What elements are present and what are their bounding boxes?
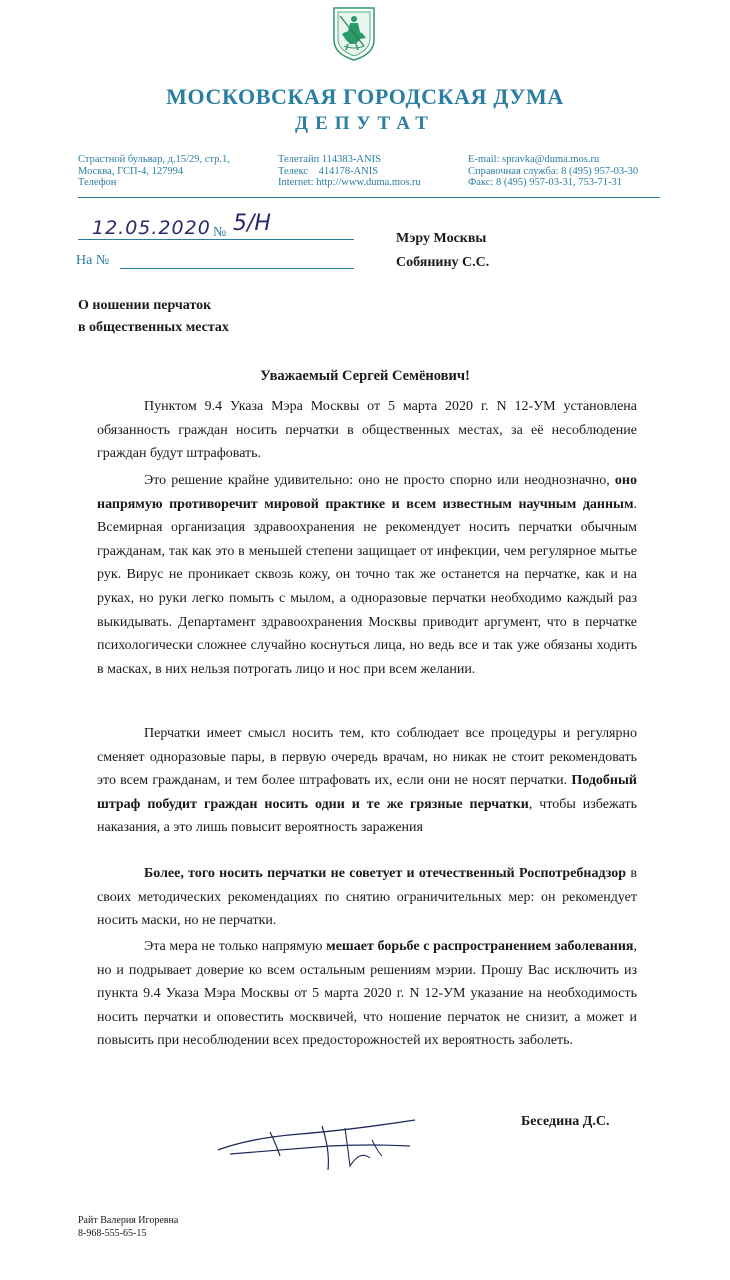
body-paragraph (97, 395, 637, 466)
emphasis-text: мешает борьбе с распространением заболевания (326, 939, 634, 954)
emphasis-text: Более, того носить перчатки не советует и отечественный Роспотребнадзор (144, 866, 627, 881)
paragraph-text: Перчатки имеет смысл носить тем, кто соблюдает все процедуры и регулярно сменяет одноразовые пары, в первую очередь врачам, но никак не стоит рекомендовать это всем гражданам, и тем более штрафовать их, если они не носят перчатки. (97, 726, 637, 789)
executor-phone: 8-968-555-65-15 (78, 1228, 147, 1239)
organization-role: ДЕПУТАТ (295, 113, 435, 134)
moscow-coat-of-arms-icon (330, 6, 378, 62)
body-paragraph (97, 862, 637, 933)
body-paragraph (97, 935, 637, 1053)
number-label: № (213, 225, 227, 240)
executor-name: Райт Валерия Игоревна (78, 1215, 179, 1226)
paragraph-text: Это решение крайне удивительно: оно не просто спорно или неоднозначно, (144, 473, 615, 488)
paragraph-text: . Всемирная организация здравоохранения не рекомендует носить перчатки обычным гражданам, так как это в меньшей степени защищает от инфекции, чем регулярное мытье рук. Вирус не проникает сквозь кожу, он точно так же останется на перчатке, как и на руках, но руки легко помыть с мылом, а одноразовые перчатки необходимо каждый раз выкидывать. Департамент здравоохранения Москвы приводит аргумент, что в перчатке психологически сложнее случайно коснуться лица, но ведь все и так уже обязаны ходить в масках, в них нельзя потрогать лицо и нос при всем желании. (97, 496, 637, 677)
paragraph-text: , чтобы избежать наказания, а это лишь повысит вероятность заражения (97, 796, 637, 836)
signatory-name: Беседина Д.С. (521, 1114, 610, 1129)
paragraph-text: Эта мера не только напрямую (144, 939, 327, 954)
executor-info (78, 1214, 178, 1240)
addressee-title: Мэру Москвы (396, 231, 487, 246)
letter-subject: О ношении перчаток в общественных местах (78, 298, 229, 335)
paragraph-text: Пунктом 9.4 Указа Мэра Москвы от 5 марта 2020 г. N 12-УМ установлена обязанность граждан носить перчатки в общественных местах, за её несоблюдение граждан будут штрафовать. (97, 399, 637, 462)
document-number: 5/Н (233, 211, 271, 236)
greeting: Уважаемый Сергей Семёнович! (260, 368, 470, 384)
reference-number-label: На № (76, 253, 110, 268)
paragraph-text: , но и подрывает доверие ко всем остальным решениям мэрии. Прошу Вас исключить из пункта 9.4 Указа Мэра Москвы от 5 марта 2020 г. N 12-УМ указание на необходимость носить перчатки и оповестить москвичей, что ношение перчаток не снизит, а может и повысить при несоблюдении всех предосторожностей их вероятность заболеть. (97, 939, 637, 1049)
organization-name: МОСКОВСКАЯ ГОРОДСКАЯ ДУМА (166, 84, 564, 109)
reference-number-line (120, 268, 354, 269)
letterhead-divider (78, 197, 660, 198)
body-paragraph (97, 722, 637, 840)
handwritten-signature (210, 1110, 420, 1180)
contact-address: Страстной бульвар, д.15/29, стр.1, Москва, ГСП-4, 127994 Телефон (78, 154, 230, 188)
paragraph-text: в своих методических рекомендациях по снятию ограничительных мер: он рекомендует носить маски, но не перчатки. (97, 866, 637, 929)
body-paragraph (97, 469, 637, 681)
emphasis-text: Подобный штраф побудит граждан носить одни и те же грязные перчатки (97, 773, 637, 812)
emphasis-text: оно напрямую противоречит мировой практике и всем известным научным данным (97, 473, 637, 512)
document-date: 12.05.2020 (92, 217, 211, 239)
contact-email-phone: E-mail: spravka@duma.mos.ru Справочная служба: 8 (495) 957-03-30 Факс: 8 (495) 957-03-31, 753-71-31 (468, 154, 639, 188)
contact-telecom: Телетайп 114383-ANIS Телекс 414178-ANIS Internet: http://www.duma.mos.ru (278, 154, 421, 188)
date-number-line (78, 239, 354, 240)
addressee-name: Собянину С.С. (396, 255, 490, 270)
